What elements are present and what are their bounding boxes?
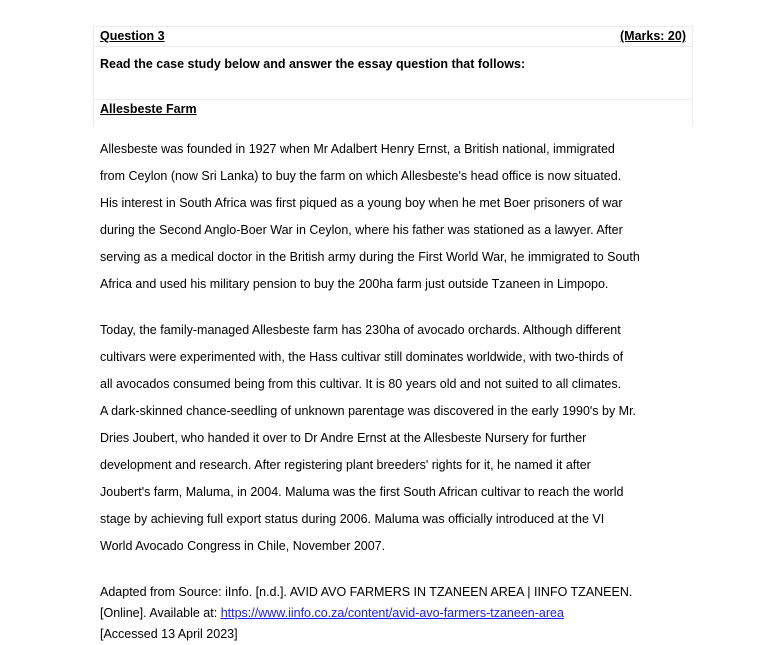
text-line: A dark-skinned chance-seedling of unknown parentage was discovered in the early 1990's by Mr.: [100, 404, 637, 418]
paragraph-2: [100, 317, 692, 560]
source-citation: [100, 582, 692, 645]
question-marks: (Marks: 20): [620, 29, 686, 43]
text-line: World Avocado Congress in Chile, November 2007.: [100, 539, 386, 553]
text-line: development and research. After registering plant breeders' rights for it, he named it after: [100, 458, 591, 472]
text-line: His interest in South Africa was first piqued as a young boy when he met Boer prisoners of war: [100, 196, 623, 210]
text-line: serving as a medical doctor in the British army during the First World War, he immigrated to South: [100, 250, 640, 264]
paragraph-1: [100, 136, 692, 298]
text-line: Dries Joubert, who handed it over to Dr Andre Ernst at the Allesbeste Nursery for further: [100, 431, 587, 445]
source-link[interactable]: https://www.iinfo.co.za/content/avid-avo-farmers-tzaneen-area: [220, 606, 564, 620]
source-line-3: [Accessed 13 April 2023]: [100, 627, 238, 641]
source-line-2: [100, 603, 692, 624]
text-line: Allesbeste was founded in 1927 when Mr Adalbert Henry Ernst, a British national, immigrated: [100, 142, 615, 156]
text-line: stage by achieving full export status during 2006. Maluma was officially introduced at the VI: [100, 512, 605, 526]
case-study-title: Allesbeste Farm: [100, 102, 197, 116]
question-title: Question 3: [100, 29, 165, 43]
text-line: from Ceylon (now Sri Lanka) to buy the farm on which Allesbeste's head office is now situated.: [100, 169, 622, 183]
source-line-1: Adapted from Source: iInfo. [n.d.]. AVID AVO FARMERS IN TZANEEN AREA | IINFO TZANEEN.: [100, 585, 633, 599]
text-line: Today, the family-managed Allesbeste farm has 230ha of avocado orchards. Although different: [100, 323, 621, 337]
text-line: during the Second Anglo-Boer War in Ceylon, where his father was stationed as a lawyer. After: [100, 223, 623, 237]
text-line: cultivars were experimented with, the Hass cultivar still dominates worldwide, with two-thirds of: [100, 350, 624, 364]
question-instruction: Read the case study below and answer the essay question that follows:: [100, 57, 526, 71]
text-line: all avocados consumed being from this cultivar. It is 80 years old and not suited to all climates.: [100, 377, 622, 391]
text-line: Africa and used his military pension to buy the 200ha farm just outside Tzaneen in Limpopo.: [100, 277, 609, 291]
source-prefix: [Online]. Available at:: [100, 606, 221, 620]
table-divider: [94, 46, 692, 47]
text-line: Joubert's farm, Maluma, in 2004. Maluma was the first South African cultivar to reach the world: [100, 485, 624, 499]
